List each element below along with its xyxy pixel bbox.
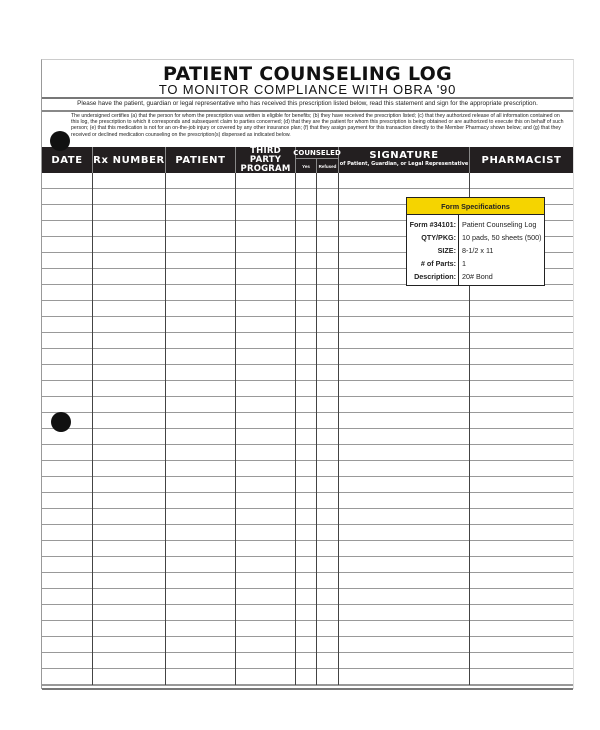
log-form-page (41, 59, 574, 689)
column-divider (316, 173, 317, 685)
table-row (42, 509, 573, 525)
spec-label: Form #34101: (409, 219, 456, 229)
table-row (42, 445, 573, 461)
form-title: PATIENT COUNSELING LOG (162, 63, 453, 85)
column-header-counseled: COUNSELED (296, 147, 339, 159)
table-row (42, 493, 573, 509)
table-row (42, 461, 573, 477)
spec-label: QTY/PKG: (421, 232, 456, 242)
table-row (42, 541, 573, 557)
certification-text: The undersigned certifies (a) that the person for whom the prescription was written is eligible for benefits; (b) they have received the prescription listed; (c) that they authorized release of all information contained on this log, the prescription to which it corresponds and subsequent claim to parties concerned; (d) that they are the patient for whom this prescription is being obtained or are authorized to execute this on behalf of such person; (e) that this medication is not for an on-the-job injury or covered by any other insurance plan; (f) that they assign payment for this transaction directly to the Member Pharmacy shown below; and (g) that they received or declined medication counseling on the prescription(s) dispensed as indicated below. (71, 113, 564, 138)
spec-row (407, 244, 546, 256)
column-divider (235, 173, 236, 685)
table-row (42, 653, 573, 669)
spec-label: SIZE: (437, 245, 456, 255)
spec-label: Description: (414, 271, 456, 281)
table-row (42, 365, 573, 381)
column-divider (295, 173, 296, 685)
column-divider (92, 173, 93, 685)
spec-value: Patient Counseling Log (462, 219, 537, 229)
column-divider (338, 173, 339, 685)
signature-sublabel: of Patient, Guardian, or Legal Representative (339, 161, 469, 167)
spec-value: 1 (462, 258, 466, 268)
table-row (42, 333, 573, 349)
column-header-pharmacist: PHARMACIST (481, 154, 562, 166)
third-party-line1: THIRD PARTY (249, 145, 282, 165)
spec-box-title: Form Specifications (407, 198, 544, 215)
spec-row (407, 270, 546, 282)
table-row (42, 589, 573, 605)
divider (42, 97, 573, 99)
table-row (42, 349, 573, 365)
column-header-patient: PATIENT (166, 147, 236, 173)
column-header-rx-number: Rx NUMBER (93, 147, 166, 173)
divider (42, 110, 573, 112)
table-row (42, 397, 573, 413)
column-header-yes: Yes (296, 159, 317, 173)
spec-label: # of Parts: (420, 258, 456, 268)
hole-punch-icon (50, 131, 70, 151)
table-row (42, 605, 573, 621)
column-divider (165, 173, 166, 685)
table-row (42, 413, 573, 429)
hole-punch-icon (51, 412, 71, 432)
table-row (42, 621, 573, 637)
spec-value: 8-1/2 x 11 (462, 245, 494, 255)
table-row (42, 637, 573, 653)
table-row (42, 525, 573, 541)
form-subtitle: TO MONITOR COMPLIANCE WITH OBRA '90 (158, 82, 457, 97)
column-header-third-party-program (236, 147, 296, 173)
spec-value: 20# Bond (462, 271, 493, 281)
table-row (42, 301, 573, 317)
bottom-rule (42, 685, 573, 686)
spec-row (407, 231, 546, 243)
column-header-signature (339, 147, 470, 173)
instruction-text: Please have the patient, guardian or legal representative who has received this prescription listed below, read this statement and sign for the appropriate prescription. (77, 100, 538, 107)
spec-value: 10 pads, 50 sheets (500) (462, 232, 542, 242)
column-header-refused: Refused (317, 159, 339, 173)
table-row (42, 573, 573, 589)
table-row (42, 669, 573, 685)
table-row (42, 477, 573, 493)
table-row (42, 557, 573, 573)
spec-row (407, 257, 546, 269)
table-row (42, 317, 573, 333)
column-header-date: DATE (42, 147, 93, 173)
table-row (42, 173, 573, 189)
table-row (42, 381, 573, 397)
bottom-rule (42, 688, 573, 690)
signature-label: SIGNATURE (369, 150, 439, 161)
spec-row (407, 218, 546, 230)
table-row (42, 285, 573, 301)
third-party-line2: PROGRAM (240, 163, 291, 174)
table-header (42, 147, 573, 173)
table-row (42, 429, 573, 445)
form-specifications-box (406, 197, 545, 286)
